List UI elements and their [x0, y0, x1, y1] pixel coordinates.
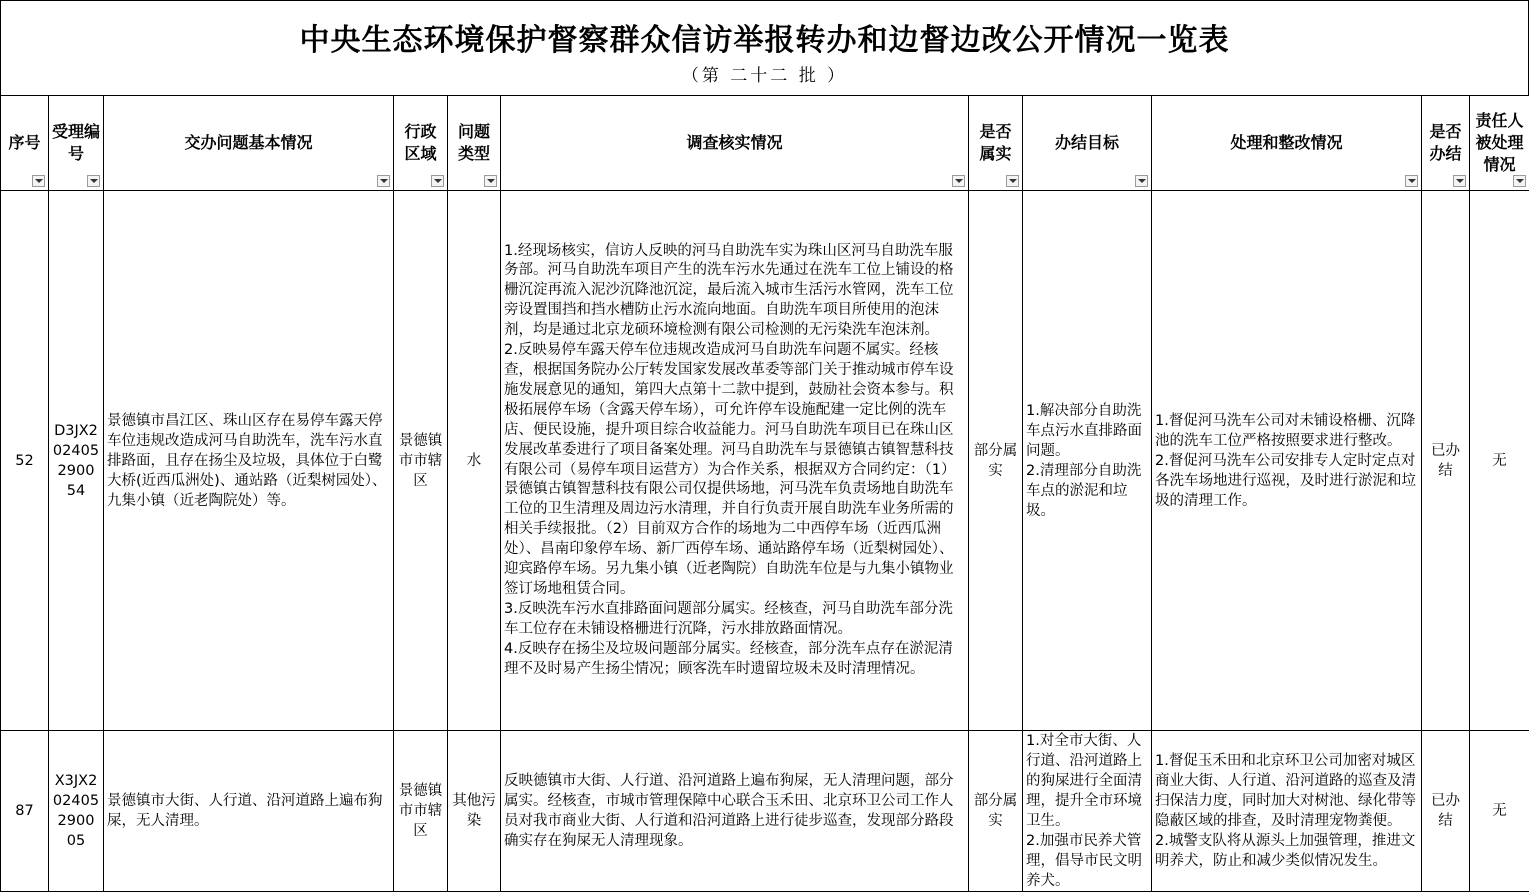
seq-cell: 52 — [1, 191, 49, 731]
header-cell: 受理编号 — [49, 96, 104, 191]
goal-cell: 1.对全市大街、人行道、沿河道路上的狗屎进行全面清理，提升全市环境卫生。 2.加强市民养犬管理，倡导市民文明养犬。 — [1023, 731, 1152, 892]
title-area — [0, 0, 1529, 96]
header-cell: 责任人被处理情况 — [1470, 96, 1529, 191]
page-subtitle: （第 二十二 批 ） — [1, 61, 1528, 86]
header-cell: 行政区域 — [394, 96, 448, 191]
header-cell: 调查核实情况 — [501, 96, 969, 191]
header-cell: 交办问题基本情况 — [104, 96, 394, 191]
page-title: 中央生态环境保护督察群众信访举报转办和边督边改公开情况一览表 — [1, 15, 1528, 59]
header-cell: 问题类型 — [448, 96, 501, 191]
table-row — [1, 191, 1529, 731]
handling-cell: 1.督促玉禾田和北京环卫公司加密对城区商业大街、人行道、沿河道路的巡查及清扫保洁力度，同时加大对树池、绿化带等隐蔽区域的排查，及时清理宠物粪便。 2.城警支队将从源头上加强管理，推进文明养犬，防止和减少类似情况发生。 — [1152, 731, 1422, 892]
header-row — [1, 96, 1529, 191]
handling-cell: 1.督促河马洗车公司对未铺设格栅、沉降池的洗车工位严格按照要求进行整改。 2.督促河马洗车公司安排专人定时定点对各洗车场地进行巡视，及时进行淤泥和垃圾的清理工作。 — [1152, 191, 1422, 731]
basic-cell: 景德镇市昌江区、珠山区存在易停车露天停车位违规改造成河马自助洗车，洗车污水直排路面，且存在扬尘及垃圾，具体位于白鹭大桥(近西瓜洲处)、通站路（近梨树园处）、九集小镇（近老陶院处）等。 — [104, 191, 394, 731]
filter-dropdown-icon[interactable] — [1006, 175, 1019, 187]
punish-cell: 无 — [1470, 191, 1529, 731]
region-cell: 景德镇市市辖区 — [394, 731, 448, 892]
filter-dropdown-icon[interactable] — [32, 175, 45, 187]
done-cell: 已办结 — [1422, 731, 1470, 892]
header-cell: 序号 — [1, 96, 49, 191]
filter-dropdown-icon[interactable] — [87, 175, 100, 187]
investigation-cell: 1.经现场核实，信访人反映的河马自助洗车实为珠山区河马自助洗车服务部。河马自助洗车项目产生的洗车污水先通过在洗车工位上铺设的格栅沉淀再流入泥沙沉降池沉淀，最后流入城市生活污水管网，洗车工位旁设置围挡和挡水槽防止污水流向地面。自助洗车项目所使用的泡沫剂，均是通过北京龙硕环境检测有限公司检测的无污染洗车泡沫剂。 2.反映易停车露天停车位违规改造成河马自助洗车问题不属实。经核查，根据国务院办公厅转发国家发展改革委等部门关于推动城市停车设施发展意见的通知，第四大点第十二款中提到，鼓励社会资本参与。积极拓展停车场（含露天停车场），可允许停车设施配建一定比例的洗车店、便民设施，提升项目综合收益能力。河马自助洗车项目已在珠山区发展改革委进行了项目备案处理。河马自助洗车与景德镇古镇智慧科技有限公司（易停车项目运营方）为合作关系，根据双方合同约定：（1）景德镇古镇智慧科技有限公司仅提供场地，河马洗车负责场地自助洗车工位的卫生清理及周边污水清理，并自行负责开展自助洗车业务所需的相关手续报批。（2）目前双方合作的场地为二中西停车场（近西瓜洲处）、昌南印象停车场、新厂西停车场、通站路停车场（近梨树园处）、迎宾路停车场。另九集小镇（近老陶院）自助洗车位是与九集小镇物业签订场地租赁合同。 3.反映洗车污水直排路面问题部分属实。经核查，河马自助洗车部分洗车工位存在未铺设格栅进行沉降，污水排放路面情况。 4.反映存在扬尘及垃圾问题部分属实。经核查，部分洗车点存在淤泥清理不及时易产生扬尘情况；顾客洗车时遗留垃圾未及时清理情况。 — [501, 191, 969, 731]
code-cell: X3JX2024052900 05 — [49, 731, 104, 892]
filter-dropdown-icon[interactable] — [1453, 175, 1466, 187]
true-cell: 部分属实 — [969, 191, 1023, 731]
done-cell: 已办结 — [1422, 191, 1470, 731]
header-cell: 是否办结 — [1422, 96, 1470, 191]
basic-cell: 景德镇市大街、人行道、沿河道路上遍布狗屎，无人清理。 — [104, 731, 394, 892]
type-cell: 水 — [448, 191, 501, 731]
filter-dropdown-icon[interactable] — [377, 175, 390, 187]
code-cell: D3JX2024052900 54 — [49, 191, 104, 731]
filter-dropdown-icon[interactable] — [1405, 175, 1418, 187]
seq-cell: 87 — [1, 731, 49, 892]
type-cell: 其他污染 — [448, 731, 501, 892]
investigation-cell: 反映德镇市大街、人行道、沿河道路上遍布狗屎，无人清理问题，部分属实。经核查，市城市管理保障中心联合玉禾田、北京环卫公司工作人员对我市商业大街、人行道和沿河道路上进行徒步巡查，发现部分路段确实存在狗屎无人清理现象。 — [501, 731, 969, 892]
filter-dropdown-icon[interactable] — [431, 175, 444, 187]
header-cell: 处理和整改情况 — [1152, 96, 1422, 191]
filter-dropdown-icon[interactable] — [1135, 175, 1148, 187]
punish-cell: 无 — [1470, 731, 1529, 892]
true-cell: 部分属实 — [969, 731, 1023, 892]
header-cell: 办结目标 — [1023, 96, 1152, 191]
filter-dropdown-icon[interactable] — [484, 175, 497, 187]
report-table — [0, 95, 1529, 892]
filter-dropdown-icon[interactable] — [1513, 175, 1526, 187]
region-cell: 景德镇市市辖区 — [394, 191, 448, 731]
header-cell: 是否属实 — [969, 96, 1023, 191]
goal-cell: 1.解决部分自助洗车点污水直排路面问题。 2.清理部分自助洗车点的淤泥和垃圾。 — [1023, 191, 1152, 731]
table-row — [1, 731, 1529, 892]
filter-dropdown-icon[interactable] — [952, 175, 965, 187]
